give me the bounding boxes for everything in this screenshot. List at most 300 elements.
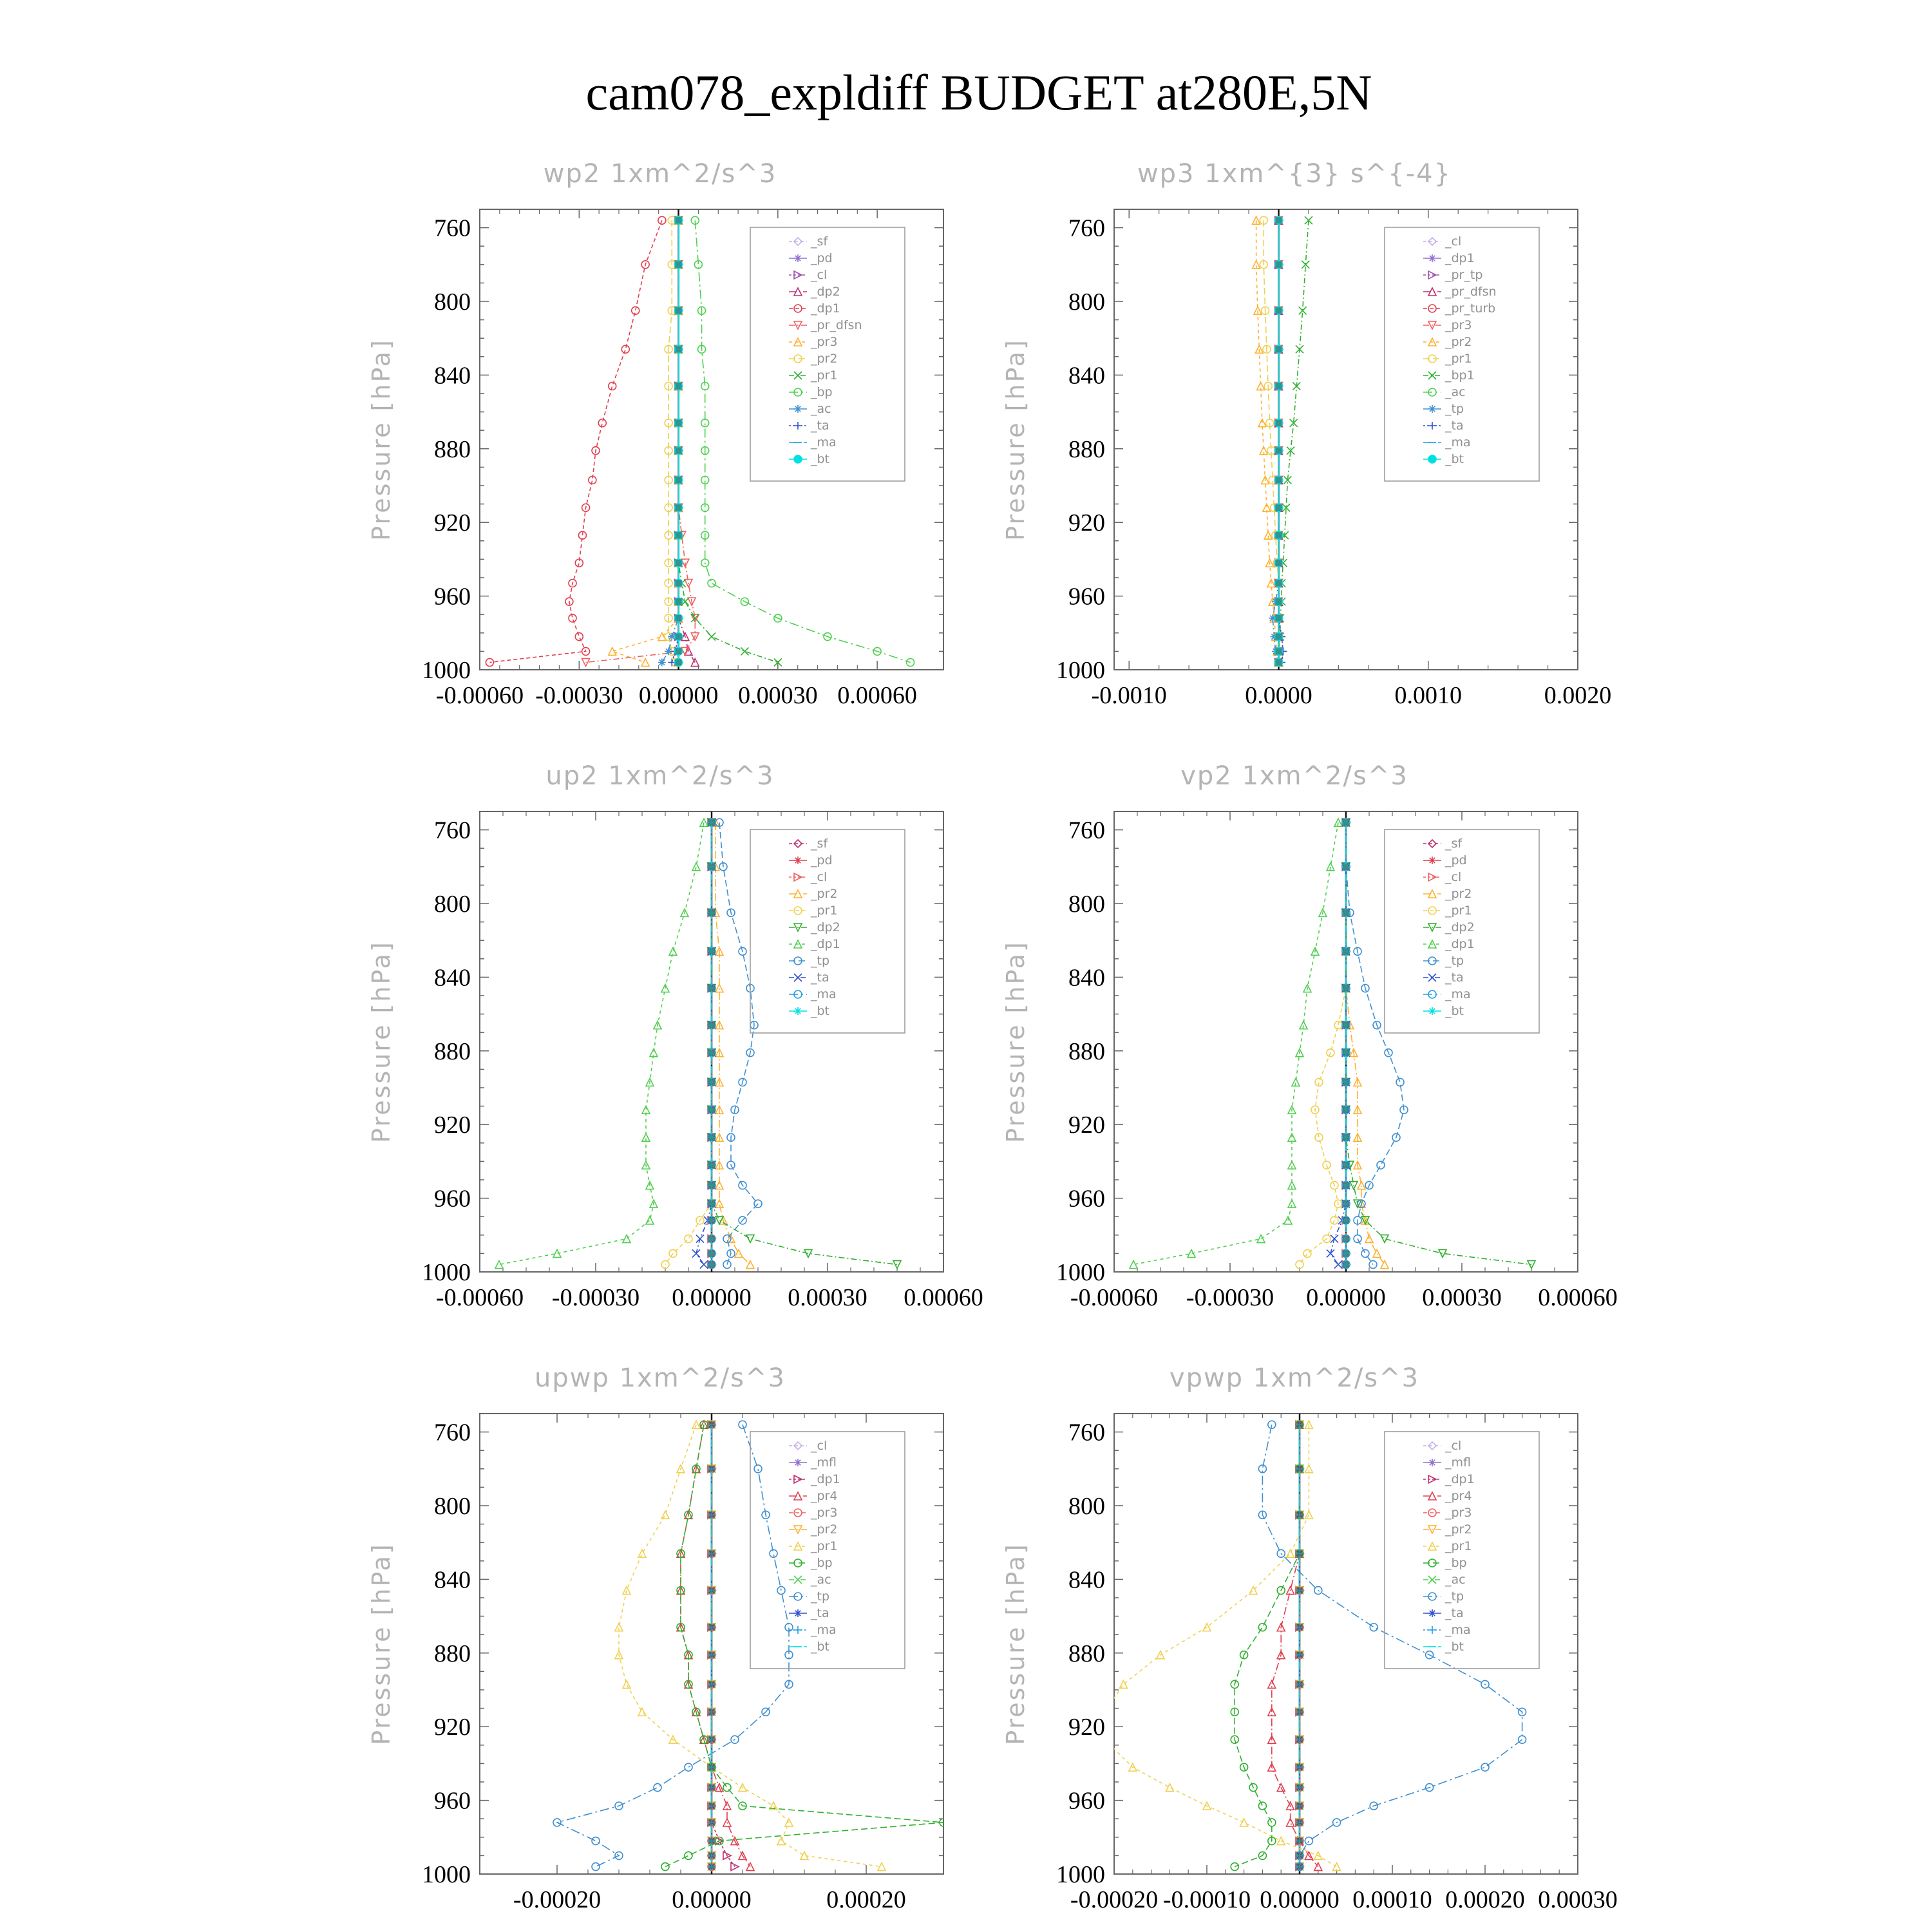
- y-tick-label: 920: [434, 509, 471, 537]
- zero-marker: [708, 1652, 715, 1658]
- zero-marker: [708, 1236, 715, 1242]
- x-tick-label: 0.0000: [1245, 682, 1312, 709]
- zero-marker: [1275, 477, 1282, 483]
- data-point: [1334, 1261, 1342, 1269]
- zero-marker: [708, 1511, 715, 1518]
- y-tick-label: 800: [434, 289, 471, 316]
- zero-marker: [1296, 1624, 1303, 1631]
- zero-marker: [708, 1134, 715, 1141]
- zero-marker: [708, 1106, 715, 1113]
- data-point: [700, 1261, 708, 1269]
- panel-3: [367, 761, 983, 1311]
- series-line-pr2: [668, 220, 675, 662]
- zero-marker: [1275, 217, 1282, 223]
- y-tick-label: 1000: [1056, 657, 1105, 684]
- legend-label: _ac: [1445, 385, 1466, 399]
- zero-marker: [708, 1709, 715, 1715]
- data-point: [569, 614, 576, 622]
- series-line-pr1: [1105, 1425, 1337, 1866]
- data-point: [1258, 1624, 1266, 1631]
- y-tick-label: 800: [1068, 891, 1105, 918]
- series-line-tp: [1346, 822, 1404, 1264]
- data-point: [1361, 1249, 1369, 1257]
- legend-marker: [1428, 422, 1436, 430]
- zero-marker: [708, 1550, 715, 1557]
- data-point: [1257, 1235, 1265, 1243]
- legend-label: _pr2: [811, 887, 838, 901]
- y-tick-label: 1000: [422, 1259, 471, 1286]
- series-line-pr1: [679, 220, 778, 662]
- data-point: [723, 1784, 731, 1792]
- data-point: [1370, 1624, 1378, 1631]
- zero-marker: [708, 1050, 715, 1056]
- zero-marker: [708, 1217, 715, 1224]
- data-point: [723, 1235, 731, 1243]
- zero-marker: [708, 1262, 715, 1268]
- data-point: [553, 1249, 561, 1257]
- legend-label: _pr4: [811, 1489, 838, 1503]
- plot-frame: [480, 209, 943, 670]
- zero-marker: [708, 1250, 715, 1256]
- data-point: [1333, 1863, 1341, 1871]
- x-tick-label: -0.00060: [435, 1284, 524, 1311]
- legend-label: _pr2: [1445, 887, 1472, 901]
- zero-marker: [708, 1838, 715, 1844]
- x-tick-label: -0.00030: [551, 1284, 640, 1311]
- panel-2: [1001, 159, 1611, 709]
- y-tick-label: 760: [434, 1419, 471, 1446]
- y-tick-label: 960: [1068, 1787, 1105, 1815]
- legend-label: _cl: [811, 268, 828, 282]
- legend-label: _tp: [811, 1589, 830, 1604]
- zero-marker: [1296, 1587, 1303, 1594]
- y-axis-label: Pressure [hPa]: [367, 940, 395, 1143]
- y-tick-label: 920: [434, 1714, 471, 1741]
- zero-marker: [676, 504, 682, 511]
- y-tick-label: 840: [434, 362, 471, 390]
- data-point: [1377, 1161, 1385, 1169]
- zero-marker: [1343, 1134, 1349, 1141]
- x-tick-label: 0.00030: [738, 682, 818, 709]
- x-tick-label: 0.00000: [672, 1886, 752, 1913]
- data-point: [665, 647, 672, 655]
- legend-marker: [794, 1459, 802, 1466]
- legend-label: _pr3: [1445, 318, 1472, 332]
- y-tick-label: 800: [434, 891, 471, 918]
- legend-label: _cl: [1445, 234, 1462, 249]
- data-point: [632, 307, 639, 314]
- legend-label: _dp1: [811, 1472, 840, 1486]
- data-point: [1305, 1837, 1312, 1845]
- zero-marker: [1275, 634, 1282, 640]
- y-tick-label: 920: [1068, 1714, 1105, 1741]
- data-point: [1519, 1736, 1526, 1743]
- data-point: [638, 1549, 646, 1557]
- zero-marker: [708, 1162, 715, 1168]
- zero-marker: [708, 1079, 715, 1085]
- data-point: [621, 345, 629, 353]
- data-point: [735, 1249, 743, 1257]
- zero-marker: [1343, 909, 1349, 916]
- y-tick-label: 920: [1068, 509, 1105, 537]
- zero-marker: [1275, 346, 1282, 352]
- series-line-bp: [665, 1425, 943, 1866]
- x-tick-label: 0.00060: [904, 1284, 983, 1311]
- legend-label: _dp1: [1445, 937, 1475, 951]
- x-tick-label: 0.00060: [1538, 1284, 1618, 1311]
- zero-marker: [1343, 1236, 1349, 1242]
- series-line-tp: [1273, 220, 1278, 662]
- legend-label: _pd: [811, 251, 833, 265]
- series-line-pr2: [1256, 220, 1279, 662]
- zero-marker: [676, 560, 682, 566]
- zero-marker: [676, 598, 682, 605]
- legend-label: _pr2: [811, 352, 838, 366]
- data-point: [646, 1217, 654, 1224]
- y-tick-label: 920: [434, 1112, 471, 1139]
- data-point: [685, 1852, 692, 1859]
- zero-marker: [1343, 1200, 1349, 1207]
- data-point: [692, 863, 700, 871]
- zero-marker: [1343, 1106, 1349, 1113]
- series-line-pr4: [681, 1425, 750, 1866]
- data-point: [1396, 1078, 1404, 1086]
- zero-marker: [676, 648, 682, 654]
- panel-6: [1001, 1363, 1618, 1913]
- panel-title: wp3 1xm^{3} s^{-4}: [1137, 159, 1452, 189]
- plot-frame: [1114, 209, 1578, 670]
- zero-marker: [676, 477, 682, 483]
- zero-marker: [708, 1852, 715, 1859]
- legend-label: _pd: [1445, 853, 1467, 867]
- series-line-pr2: [1346, 822, 1385, 1264]
- y-tick-label: 960: [434, 583, 471, 611]
- legend-marker: [794, 857, 802, 864]
- legend-marker: [794, 254, 802, 262]
- legend-label: _pr3: [1445, 1506, 1472, 1520]
- y-tick-label: 880: [434, 1037, 471, 1065]
- legend-label: _pr_dfsn: [811, 318, 862, 332]
- data-point: [1331, 1235, 1338, 1243]
- y-axis-label: Pressure [hPa]: [367, 1542, 395, 1745]
- data-point: [592, 1837, 600, 1845]
- zero-marker: [1296, 1550, 1303, 1557]
- zero-marker: [1296, 1838, 1303, 1844]
- data-point: [669, 947, 677, 955]
- zero-marker: [1343, 1022, 1349, 1028]
- zero-marker: [1275, 504, 1282, 511]
- y-tick-label: 800: [1068, 1493, 1105, 1520]
- zero-marker: [1275, 560, 1282, 566]
- panels: [367, 159, 1618, 1913]
- legend-label: _tp: [1445, 1589, 1464, 1604]
- legend-label: _bt: [811, 1004, 830, 1018]
- y-axis-label: Pressure [hPa]: [1001, 338, 1030, 541]
- x-tick-label: -0.00030: [1186, 1284, 1274, 1311]
- x-tick-label: 0.00010: [1352, 1886, 1432, 1913]
- x-tick-label: -0.00030: [535, 682, 623, 709]
- zero-marker: [1296, 1681, 1303, 1687]
- legend-marker: [794, 422, 802, 430]
- zero-marker: [1343, 1182, 1349, 1189]
- x-tick-label: 0.00020: [826, 1886, 906, 1913]
- legend-label: _ma: [1445, 987, 1471, 1001]
- data-point: [685, 1763, 692, 1771]
- legend-label: _sf: [1445, 837, 1463, 851]
- plot-frame: [1114, 1414, 1578, 1874]
- zero-marker: [1343, 819, 1349, 826]
- y-tick-label: 1000: [1056, 1861, 1105, 1888]
- legend-label: _ma: [811, 987, 837, 1001]
- x-tick-label: 0.00020: [1445, 1886, 1525, 1913]
- zero-marker: [708, 1624, 715, 1631]
- legend-marker: [794, 1626, 802, 1634]
- legend-marker: [1428, 1459, 1436, 1466]
- x-tick-label: 0.00030: [1538, 1886, 1618, 1913]
- y-tick-label: 920: [1068, 1112, 1105, 1139]
- panel-title: vp2 1xm^2/s^3: [1180, 761, 1408, 791]
- series-line-pr3: [612, 220, 679, 662]
- y-tick-label: 840: [434, 1566, 471, 1594]
- legend-label: _ta: [811, 971, 829, 985]
- zero-marker: [708, 1022, 715, 1028]
- data-point: [696, 1235, 704, 1243]
- data-point: [754, 1465, 762, 1473]
- data-point: [1258, 1802, 1266, 1810]
- zero-marker: [1296, 1736, 1303, 1743]
- data-point: [708, 633, 715, 641]
- data-point: [623, 1235, 630, 1243]
- legend-label: _ta: [1445, 971, 1464, 985]
- zero-marker: [676, 448, 682, 454]
- panel-title: vpwp 1xm^2/s^3: [1169, 1363, 1420, 1393]
- legend-label: _cl: [1445, 870, 1462, 884]
- legend-label: _pr_tp: [1445, 268, 1483, 282]
- zero-marker: [1343, 864, 1349, 870]
- panel-1: [367, 159, 943, 709]
- data-point: [654, 1784, 661, 1792]
- zero-marker: [708, 909, 715, 916]
- legend-label: _tp: [1445, 954, 1464, 968]
- legend-label: _pr1: [1445, 1539, 1472, 1553]
- series-group: [1253, 209, 1312, 670]
- zero-marker: [676, 420, 682, 426]
- zero-marker: [1296, 1511, 1303, 1518]
- zero-marker: [676, 634, 682, 640]
- zero-marker: [1296, 1709, 1303, 1715]
- data-point: [777, 1837, 785, 1845]
- data-point: [623, 1680, 630, 1688]
- legend-label: _bp1: [1445, 368, 1475, 383]
- zero-marker: [1275, 420, 1282, 426]
- legend-label: _dp1: [1445, 251, 1475, 265]
- panel-5: [367, 1363, 947, 1913]
- zero-marker: [1343, 1262, 1349, 1268]
- y-tick-label: 960: [434, 1185, 471, 1213]
- series-line-tp: [1262, 1425, 1522, 1866]
- zero-marker: [708, 1736, 715, 1743]
- series-line-dp2: [712, 822, 897, 1264]
- zero-marker: [1296, 1864, 1303, 1870]
- data-point: [701, 419, 709, 427]
- data-point: [692, 1249, 700, 1257]
- y-tick-label: 960: [1068, 583, 1105, 611]
- zero-marker: [1275, 307, 1282, 314]
- zero-marker: [708, 1681, 715, 1687]
- x-tick-label: -0.00060: [1070, 1284, 1159, 1311]
- x-tick-label: -0.0010: [1091, 682, 1167, 709]
- zero-marker: [708, 1587, 715, 1594]
- data-point: [1188, 1249, 1195, 1257]
- legend-label: _pr_turb: [1445, 301, 1496, 316]
- y-axis-label: Pressure [hPa]: [367, 338, 395, 541]
- data-point: [1327, 1249, 1334, 1257]
- legend-label: _bp: [811, 385, 833, 399]
- legend-label: _pr1: [1445, 352, 1472, 366]
- legend-label: _bt: [811, 1640, 830, 1654]
- y-tick-label: 800: [1068, 289, 1105, 316]
- zero-marker: [676, 383, 682, 390]
- x-tick-label: -0.00020: [513, 1886, 601, 1913]
- zero-marker: [1343, 1050, 1349, 1056]
- x-tick-label: 0.0020: [1544, 682, 1612, 709]
- data-point: [575, 633, 583, 641]
- x-tick-label: -0.00010: [1162, 1886, 1251, 1913]
- y-tick-label: 1000: [1056, 1259, 1105, 1286]
- x-tick-label: 0.00000: [638, 682, 719, 709]
- zero-marker: [1296, 1819, 1303, 1826]
- panel-title: wp2 1xm^2/s^3: [543, 159, 777, 189]
- series-line-bp1: [1278, 220, 1308, 662]
- data-point: [1166, 1784, 1173, 1792]
- legend-label: _ac: [811, 1573, 831, 1587]
- zero-marker: [708, 864, 715, 870]
- data-point: [708, 580, 715, 587]
- data-point: [1240, 1819, 1248, 1826]
- y-tick-label: 760: [434, 817, 471, 844]
- legend-label: _dp2: [1445, 920, 1475, 934]
- legend-label: _pr4: [1445, 1489, 1472, 1503]
- y-tick-label: 880: [1068, 1037, 1105, 1065]
- y-tick-label: 840: [1068, 362, 1105, 390]
- legend-marker: [1428, 1609, 1436, 1617]
- zero-marker: [1296, 1803, 1303, 1809]
- legend-label: _ma: [811, 435, 837, 450]
- x-tick-label: 0.00030: [1422, 1284, 1502, 1311]
- data-point: [715, 1217, 723, 1224]
- data-point: [1381, 1261, 1388, 1269]
- data-point: [878, 1863, 886, 1871]
- legend-label: _pr2: [1445, 1522, 1472, 1537]
- legend-label: _pr2: [1445, 335, 1472, 349]
- zero-marker: [1343, 985, 1349, 992]
- zero-marker: [1275, 598, 1282, 605]
- zero-marker: [708, 1421, 715, 1428]
- legend-label: _pr1: [811, 368, 838, 383]
- legend-label: _ma: [1445, 435, 1471, 450]
- legend-marker: [794, 1007, 802, 1015]
- zero-marker: [1343, 1250, 1349, 1256]
- legend-label: _dp2: [811, 285, 840, 299]
- data-point: [741, 647, 748, 655]
- series-line-pr1: [665, 822, 712, 1264]
- legend-label: _pr1: [811, 1539, 838, 1553]
- legend-marker: [794, 455, 802, 463]
- zero-marker: [1343, 1079, 1349, 1085]
- legend-label: _bt: [1445, 452, 1464, 466]
- data-point: [893, 1261, 901, 1269]
- legend-label: _ma: [1445, 1623, 1471, 1637]
- data-point: [1268, 1819, 1276, 1826]
- y-tick-label: 840: [1068, 964, 1105, 992]
- legend-label: _cl: [811, 870, 828, 884]
- panel-title: upwp 1xm^2/s^3: [535, 1363, 786, 1393]
- zero-marker: [1296, 1852, 1303, 1859]
- zero-marker: [1275, 383, 1282, 390]
- zero-marker: [708, 1864, 715, 1870]
- y-axis-label: Pressure [hPa]: [1001, 940, 1030, 1143]
- zero-marker: [708, 948, 715, 954]
- zero-marker: [676, 261, 682, 268]
- data-point: [685, 1235, 692, 1243]
- x-tick-label: 0.00000: [672, 1284, 752, 1311]
- x-tick-label: 0.00000: [1306, 1284, 1386, 1311]
- series-group: [495, 811, 901, 1272]
- y-tick-label: 760: [1068, 214, 1105, 242]
- legend-marker: [1428, 455, 1436, 463]
- series-line-dp1: [712, 1425, 735, 1866]
- series-line-pr4: [1272, 1425, 1318, 1866]
- zero-marker: [1343, 1217, 1349, 1224]
- y-tick-label: 960: [1068, 1185, 1105, 1213]
- legend-label: _ta: [811, 1606, 829, 1620]
- y-tick-label: 880: [434, 435, 471, 463]
- series-group: [486, 209, 914, 670]
- data-point: [609, 383, 616, 390]
- legend-label: _pr_dfsn: [1445, 285, 1497, 299]
- y-tick-label: 840: [1068, 1566, 1105, 1594]
- zero-marker: [1343, 1162, 1349, 1168]
- legend-label: _bt: [811, 452, 830, 466]
- x-tick-label: 0.00000: [1260, 1886, 1340, 1913]
- zero-marker: [676, 659, 682, 666]
- y-tick-label: 760: [1068, 1419, 1105, 1446]
- series-line-ac: [662, 220, 679, 662]
- zero-marker: [1275, 648, 1282, 654]
- data-point: [661, 1511, 669, 1519]
- zero-marker: [708, 1764, 715, 1770]
- series-line-dp2: [1346, 822, 1531, 1264]
- series-line-tp: [719, 822, 758, 1264]
- data-point: [1296, 1261, 1303, 1269]
- series-line-ta: [672, 220, 678, 662]
- y-tick-label: 840: [434, 964, 471, 992]
- series-line-pr1: [1300, 822, 1346, 1264]
- zero-marker: [708, 1819, 715, 1826]
- series-line-dp1: [489, 220, 661, 662]
- legend-label: _bt: [1445, 1004, 1464, 1018]
- legend-label: _tp: [1445, 402, 1464, 416]
- zero-marker: [1275, 532, 1282, 538]
- legend-label: _bt: [1445, 1640, 1464, 1654]
- x-tick-label: 0.00060: [837, 682, 917, 709]
- x-tick-label: 0.00030: [788, 1284, 867, 1311]
- legend-label: _pr2: [811, 1522, 838, 1537]
- zero-marker: [676, 346, 682, 352]
- zero-marker: [676, 532, 682, 538]
- y-tick-label: 1000: [422, 1861, 471, 1888]
- zero-marker: [708, 1785, 715, 1791]
